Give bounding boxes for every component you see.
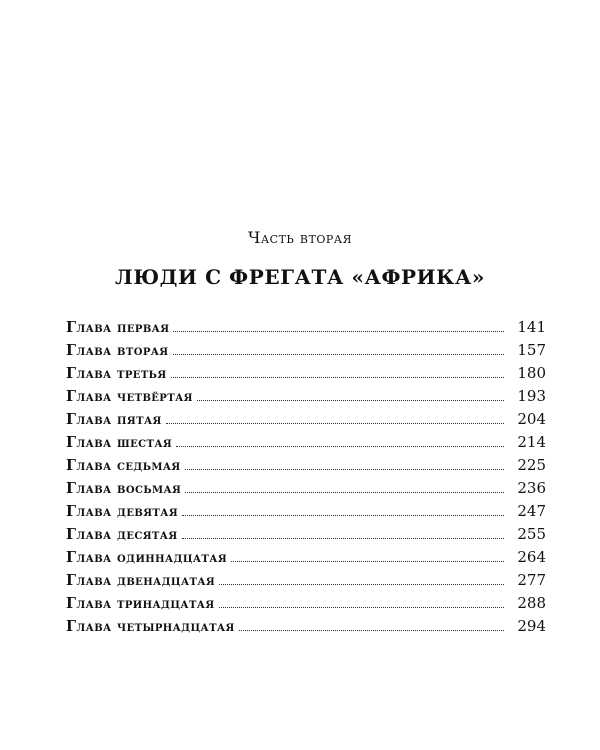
table-of-contents bbox=[66, 318, 546, 640]
toc-entry[interactable] bbox=[66, 410, 546, 433]
part-label: Часть вторая bbox=[247, 228, 352, 247]
toc-entry[interactable] bbox=[66, 318, 546, 341]
toc-entry-title: Глава вторая bbox=[66, 342, 169, 359]
toc-entry-page: 247 bbox=[517, 502, 546, 520]
dot-leader bbox=[173, 353, 504, 355]
toc-entry-page: 225 bbox=[517, 456, 546, 474]
toc-entry[interactable] bbox=[66, 525, 546, 548]
dot-leader bbox=[182, 537, 504, 539]
toc-entry[interactable] bbox=[66, 387, 546, 410]
dot-leader bbox=[182, 514, 504, 516]
toc-entry-page: 204 bbox=[517, 410, 546, 428]
toc-entry-title: Глава пятая bbox=[66, 411, 162, 428]
toc-entry-page: 288 bbox=[517, 594, 546, 612]
toc-entry-page: 255 bbox=[517, 525, 546, 543]
toc-entry-title: Глава четырнадцатая bbox=[66, 618, 235, 635]
toc-entry[interactable] bbox=[66, 433, 546, 456]
toc-entry-title: Глава девятая bbox=[66, 503, 179, 520]
dot-leader bbox=[176, 445, 504, 447]
dot-leader bbox=[173, 330, 504, 332]
toc-entry-title: Глава седьмая bbox=[66, 457, 181, 474]
toc-entry-title: Глава десятая bbox=[66, 526, 178, 543]
dot-leader bbox=[219, 606, 504, 608]
toc-entry-title: Глава тринадцатая bbox=[66, 595, 215, 612]
toc-entry[interactable] bbox=[66, 364, 546, 387]
dot-leader bbox=[166, 422, 504, 424]
toc-entry[interactable] bbox=[66, 571, 546, 594]
toc-entry-title: Глава одиннадцатая bbox=[66, 549, 228, 566]
toc-entry[interactable] bbox=[66, 617, 546, 640]
dot-leader bbox=[185, 491, 504, 493]
toc-entry-page: 180 bbox=[517, 364, 546, 382]
toc-entry-title: Глава восьмая bbox=[66, 480, 182, 497]
part-title: ЛЮДИ С ФРЕГАТА «АФРИКА» bbox=[115, 265, 485, 289]
toc-entry-page: 141 bbox=[517, 318, 546, 336]
toc-entry-page: 193 bbox=[517, 387, 546, 405]
toc-entry-title: Глава шестая bbox=[66, 434, 173, 451]
dot-leader bbox=[197, 399, 504, 401]
toc-entry[interactable] bbox=[66, 548, 546, 571]
toc-entry-page: 236 bbox=[517, 479, 546, 497]
dot-leader bbox=[239, 629, 504, 631]
toc-entry-page: 277 bbox=[517, 571, 546, 589]
toc-entry-title: Глава третья bbox=[66, 365, 167, 382]
toc-entry-page: 264 bbox=[517, 548, 546, 566]
toc-entry[interactable] bbox=[66, 456, 546, 479]
toc-entry[interactable] bbox=[66, 594, 546, 617]
toc-entry-title: Глава двенадцатая bbox=[66, 572, 216, 589]
dot-leader bbox=[231, 560, 504, 562]
toc-entry-page: 294 bbox=[517, 617, 546, 635]
dot-leader bbox=[171, 376, 504, 378]
toc-entry[interactable] bbox=[66, 341, 546, 364]
toc-entry-page: 157 bbox=[517, 341, 546, 359]
toc-entry-title: Глава четвёртая bbox=[66, 388, 193, 405]
toc-entry-page: 214 bbox=[517, 433, 546, 451]
toc-entry-title: Глава первая bbox=[66, 319, 170, 336]
toc-entry[interactable] bbox=[66, 479, 546, 502]
dot-leader bbox=[185, 468, 504, 470]
dot-leader bbox=[219, 583, 504, 585]
toc-entry[interactable] bbox=[66, 502, 546, 525]
